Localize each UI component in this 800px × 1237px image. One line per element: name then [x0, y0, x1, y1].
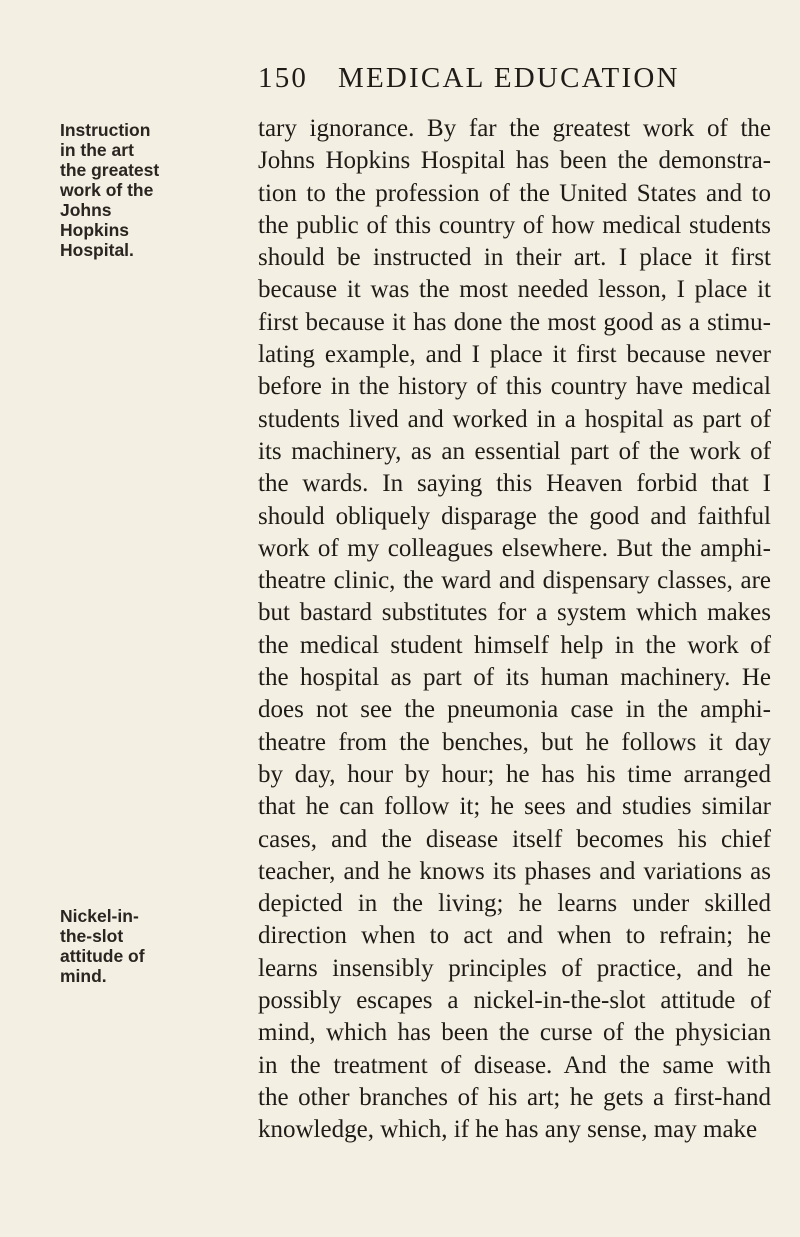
text-line: because it was the most needed lesson, I place it: [258, 276, 771, 304]
text-line: before in the history of this country have medical: [258, 373, 771, 401]
text-line: learns insensibly principles of practice, and he: [258, 954, 771, 982]
text-line: that he can follow it; he sees and studies similar: [258, 793, 771, 821]
margin-note-instruction: [60, 120, 252, 260]
text-line: the medical student himself help in the work of: [258, 631, 771, 659]
text-line: the wards. In saying this Heaven forbid that I: [258, 470, 771, 498]
page-number: 150: [258, 62, 309, 94]
margin-note-line: work of the: [60, 180, 154, 200]
text-line: first because it has done the most good as a stimu-: [258, 308, 771, 336]
text-line: mind, which has been the curse of the physician: [258, 1019, 771, 1047]
text-line: the public of this country of how medical students: [258, 211, 771, 239]
running-header: [258, 62, 778, 102]
text-line: should obliquely disparage the good and faithful: [258, 502, 771, 530]
margin-note-line: Nickel-in-: [60, 906, 139, 926]
margin-note-line: Hospital.: [60, 240, 134, 260]
text-line: should be instructed in their art. I place it first: [258, 244, 771, 272]
margin-note-line: the greatest: [60, 160, 160, 180]
text-line: work of my colleagues elsewhere. But the amphi-: [258, 534, 771, 562]
text-line: knowledge, which, if he has any sense, may make: [258, 1116, 758, 1144]
text-line: in the treatment of disease. And the same with: [258, 1051, 771, 1079]
margin-note-line: attitude of: [60, 946, 145, 966]
text-line: tion to the profession of the United States and to: [258, 179, 771, 207]
running-title: MEDICAL EDUCATION: [338, 62, 680, 94]
text-line: the other branches of his art; he gets a first-hand: [258, 1083, 771, 1111]
text-line: teacher, and he knows its phases and variations as: [258, 857, 771, 885]
text-line: lating example, and I place it first because never: [258, 341, 771, 369]
text-line: but bastard substitutes for a system which makes: [258, 599, 771, 627]
text-line: does not see the pneumonia case in the amphi-: [258, 696, 771, 724]
text-line: cases, and the disease itself becomes his chief: [258, 825, 771, 853]
text-line: theatre clinic, the ward and dispensary classes, are: [258, 567, 771, 595]
text-line: depicted in the living; he learns under skilled: [258, 890, 771, 918]
margin-note-line: in the art: [60, 140, 134, 160]
margin-note-line: mind.: [60, 966, 107, 986]
text-line: tary ignorance. By far the greatest work of the: [258, 115, 771, 142]
margin-note-line: Johns: [60, 200, 112, 220]
text-line: direction when to act and when to refrain; he: [258, 922, 771, 950]
margin-note-line: Instruction: [60, 120, 151, 140]
text-line: by day, hour by hour; he has his time arranged: [258, 760, 771, 788]
text-line: theatre from the benches, but he follows it day: [258, 728, 771, 756]
text-line: possibly escapes a nickel-in-the-slot attitude of: [258, 987, 771, 1015]
margin-note-line: Hopkins: [60, 220, 130, 240]
text-line: students lived and worked in a hospital as part of: [258, 405, 771, 433]
text-line: the hospital as part of its human machinery. He: [258, 664, 771, 692]
text-line: its machinery, as an essential part of the work of: [258, 437, 771, 465]
text-line: Johns Hopkins Hospital has been the demonstra-: [258, 147, 771, 175]
body-paragraph: [258, 113, 771, 1147]
margin-note-line: the-slot: [60, 926, 124, 946]
margin-note-nickel-in-the-slot: [60, 906, 252, 986]
